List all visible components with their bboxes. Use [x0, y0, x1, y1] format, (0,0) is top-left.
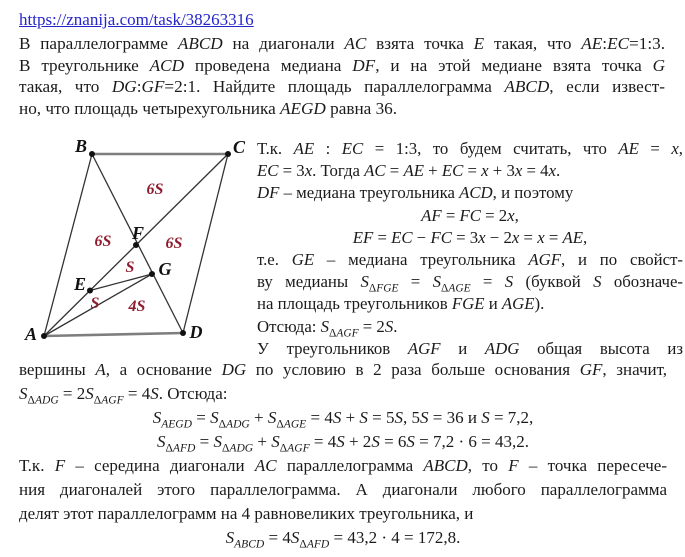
vertex-label-b: B — [74, 136, 88, 156]
solution-line: Т.к. AE : EC = 1:3, то будем считать, что AE = x, — [257, 139, 683, 158]
formula-line: AF = FC = 2x, — [421, 205, 519, 225]
solution-line: DF – медиана треугольника ACD, и поэтому — [257, 183, 574, 203]
vertex-label-c: C — [232, 137, 246, 157]
solution-line: У треугольников AGF и ADG общая высота из — [257, 338, 683, 358]
geometry-figure — [18, 133, 253, 351]
vertex-label-f: F — [131, 223, 145, 243]
solution-line: ния диагоналей этого параллелограмма. А диагонали любого параллелограмма — [19, 480, 667, 499]
region-label-adg: 4S — [128, 298, 146, 315]
region-label-fcd: 6S — [165, 235, 183, 252]
problem-line: такая, что DG:GF=2:1. Найдите площадь параллелограмма ABCD, если извест- — [19, 77, 666, 97]
region-label-abf: 6S — [94, 233, 112, 250]
solution-right-column — [257, 138, 683, 360]
vertex-label-g: G — [158, 259, 172, 279]
point-g — [149, 271, 155, 277]
solution-line: $S_{\Delta ADG} = 2S_{\Delta AGF} = 4S$. Отсюда: — [19, 384, 228, 407]
solution-line: ву медианы $S_{\Delta FGE} = S_{\Delta AGE} = S$ (буквой S обозначе- — [257, 272, 684, 295]
task-link[interactable]: https://znanija.com/task/38263316 — [19, 10, 254, 29]
region-label-bfc: 6S — [146, 181, 164, 198]
side-ab — [44, 154, 92, 336]
problem-line: В треугольнике ACD проведена медиана DF, и на этой медиане взята точка G — [19, 55, 665, 75]
side-ad — [44, 333, 183, 336]
point-d — [180, 330, 186, 336]
solution-line: Отсюда: $S_{\Delta AGF} = 2S$. — [257, 316, 398, 339]
formula-line: $S_{\Delta AFD} = S_{\Delta ADG} + S_{\Delta AGF} = 4S + 2S = 6S = 7,2 \cdot 6 = 43,2$. — [156, 432, 529, 455]
solution-line: вершины A, а основание DG по условию в 2 раза больше основания GF, значит, — [19, 360, 668, 379]
formula-line: $S_{AEGD} = S_{\Delta ADG} + S_{\Delta AGE} = 4S + S = 5S$, 5S = 36 и S = 7,2, — [152, 408, 534, 431]
vertex-label-d: D — [189, 322, 203, 342]
problem-line: но, что площадь четырехугольника AEGD равна 36. — [19, 99, 398, 119]
point-b — [89, 151, 95, 157]
formula-line: EF = EC − FC = 3x − 2x = x = AE, — [352, 227, 588, 247]
solution-line: Т.к. F – середина диагонали AC параллелограмма ABCD, то F – точка пересече- — [19, 456, 668, 475]
region-label-age: S — [90, 295, 100, 312]
vertex-label-e: E — [73, 274, 87, 294]
point-e — [87, 288, 93, 294]
side-cd — [183, 154, 228, 333]
point-a — [41, 333, 47, 339]
solution-line: т.е. GE – медиана треугольника AGF, и по свойст- — [257, 250, 683, 270]
problem-line: В параллелограмме ABCD на диагонали AC взята точка E такая, что AE:EC=1:3. — [19, 34, 665, 53]
problem-statement — [19, 33, 665, 120]
point-c — [225, 151, 231, 157]
formula-line: $S_{ABCD} = 4S_{\Delta AFD} = 43,2 \cdot 4 = 172,8$. — [225, 528, 461, 551]
solution-line: на площадь треугольников FGE и AGE). — [257, 294, 545, 314]
vertex-label-a: A — [24, 324, 38, 344]
solution-line: EC = 3x. Тогда AC = AE + EC = x + 3x = 4x. — [257, 161, 561, 181]
solution-line: делят этот параллелограмм на 4 равновеликих треугольника, и — [19, 504, 474, 523]
solution-bottom-block — [19, 358, 667, 550]
region-label-fge: S — [125, 259, 135, 276]
segment-eg — [90, 274, 152, 291]
